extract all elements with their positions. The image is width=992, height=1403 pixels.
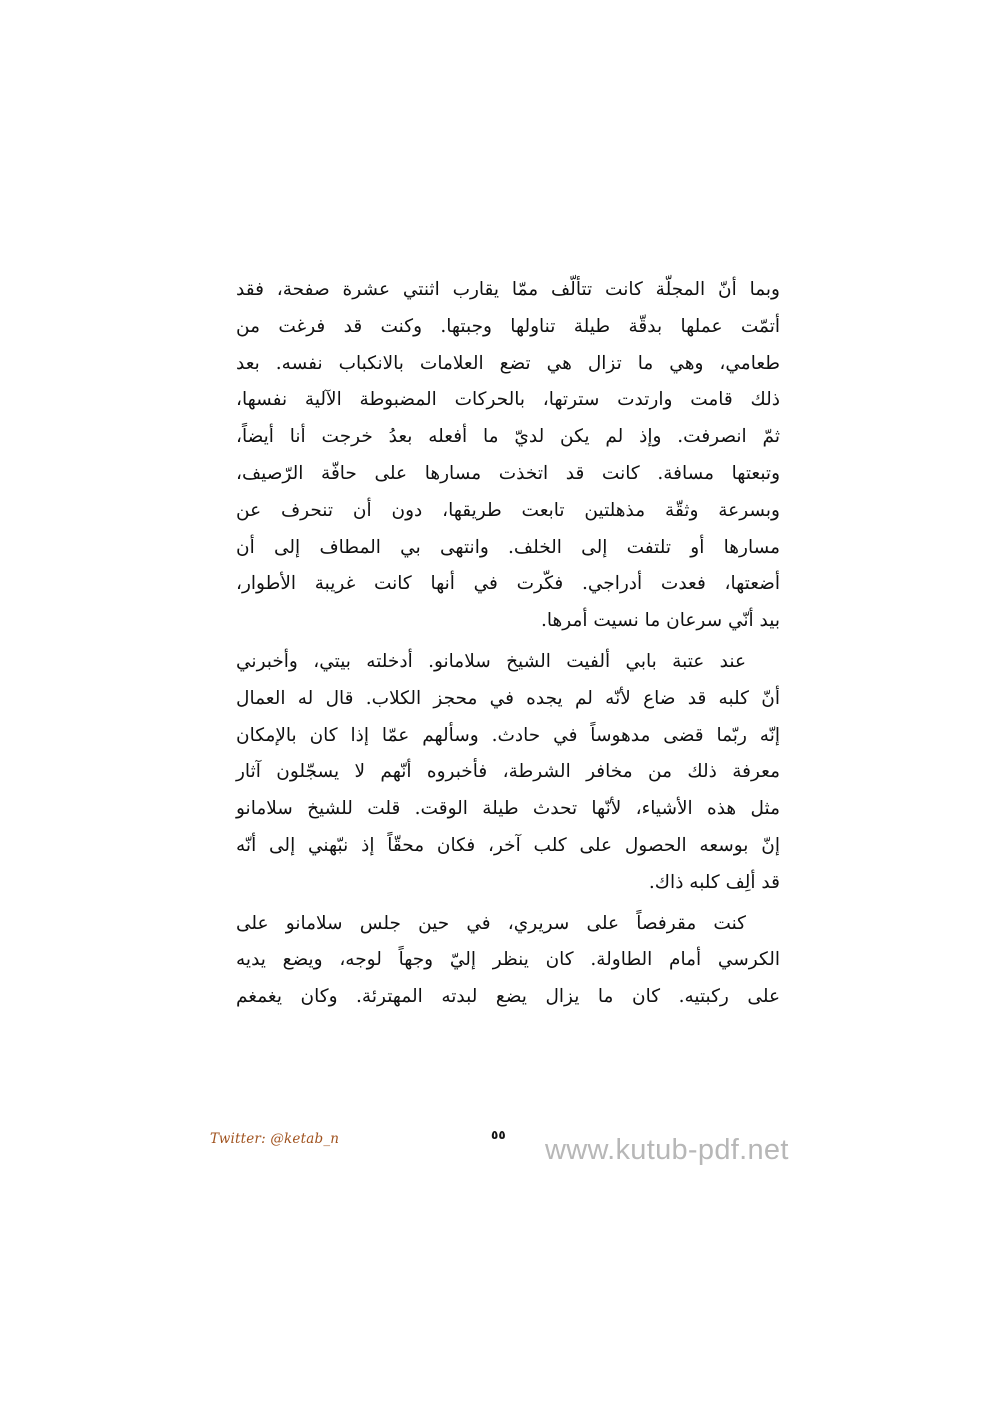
paragraph-3 — [236, 906, 780, 1016]
watermark-url: www.kutub-pdf.net — [545, 1134, 789, 1166]
text-line: وتبعتها مسافة. كانت قد اتخذت مسارها على حافّة الرّصيف، — [236, 462, 780, 484]
text-line: الكرسي أمام الطاولة. كان ينظر إليّ وجهاً لوجه، ويضع يديه — [236, 949, 780, 971]
text-line: بيد أنّي سرعان ما نسيت أمرها. — [540, 610, 780, 632]
paragraph-1 — [236, 272, 780, 640]
text-line: أتمّت عملها بدقّة طيلة تناولها وجبتها. وكنت قد فرغت من — [236, 315, 780, 337]
body-text — [236, 272, 780, 1016]
text-line: إنّه ربّما قضى مدهوساً في حادث. وسألهم عمّا إذا كان بالإمكان — [236, 724, 780, 746]
text-line: وبما أنّ المجلّة كانت تتألّف ممّا يقارب اثنتي عشرة صفحة، فقد — [236, 279, 780, 300]
text-line: معرفة ذلك من مخافر الشرطة، فأخبروه أنّهم لا يسجّلون آثار — [236, 761, 780, 783]
text-line: طعامي، وهي ما تزال هي تضع العلامات بالانكباب نفسه. بعد — [236, 352, 780, 374]
text-line: وبسرعة وثقّة مذهلتين تابعت طريقها، دون أن تنحرف عن — [236, 499, 780, 521]
text-line: أنّ كلبه قد ضاع لأنّه لم يجده في محجز الكلاب. قال له العمال — [236, 687, 780, 709]
text-line: إنّ بوسعه الحصول على كلب آخر، فكان محقّاً إذ نبّهني إلى أنّه — [236, 834, 780, 856]
text-line: كنت مقرفصاً على سريري، في حين جلس سلامانو على — [236, 912, 746, 934]
page-number: ٥٥ — [491, 1128, 506, 1142]
text-line: قد ألِف كلبه ذاك. — [648, 871, 780, 893]
text-line: عند عتبة بابي ألفيت الشيخ سلامانو. أدخلته بيتي، وأخبرني — [236, 650, 746, 672]
text-line: على ركبتيه. كان ما يزال يضع لبدته المهترئة. وكان يغمغم — [236, 986, 780, 1008]
text-line: ذلك قامت وارتدت سترتها، بالحركات المضبوطة الآلية نفسها، — [236, 389, 780, 411]
text-line: ثمّ انصرفت. وإذ لم يكن لديّ ما أفعله بعدُ خرجت أنا أيضاً، — [236, 426, 780, 448]
text-line: أضعتها، فعدت أدراجي. فكّرت في أنها كانت غريبة الأطوار، — [236, 573, 780, 595]
paragraph-2 — [236, 644, 780, 902]
twitter-handle: Twitter: @ketab_n — [210, 1131, 340, 1147]
text-line: مسارها أو تلتفت إلى الخلف. وانتهى بي المطاف إلى أن — [236, 536, 780, 558]
text-line: مثل هذه الأشياء، لأنّها تحدث طيلة الوقت. قلت للشيخ سلامانو — [236, 798, 780, 820]
